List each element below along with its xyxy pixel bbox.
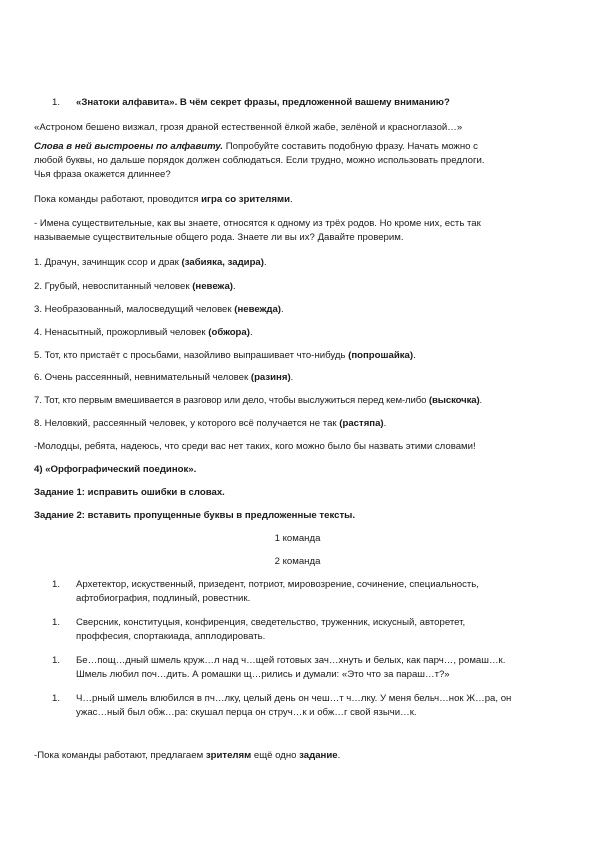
- list-number: 1.: [52, 655, 61, 666]
- final-task: задание: [299, 750, 338, 761]
- question-answer: (разиня): [250, 372, 291, 383]
- question-item: [34, 371, 293, 386]
- section4-heading: 4) «Орфографический поединок».: [34, 464, 197, 475]
- exercise-line1: Ч…рный шмель влюбился в пч…лку, целый день он чеш…т ч…лку. У меня бельч…нок Ж…ра, он: [76, 693, 512, 704]
- question-text: 4. Ненасытный, прожорливый человек: [34, 327, 209, 338]
- list-number: 1.: [52, 693, 61, 704]
- exercise-line2: проффесия, спортакиада, апплодировать.: [76, 631, 266, 642]
- question-end: .: [479, 395, 483, 406]
- question-answer: (выскочка): [428, 395, 480, 406]
- spectators-paragraph: [34, 193, 293, 208]
- alphabet-answer: Слова в ней выстроены по алфавиту.: [34, 141, 224, 152]
- exercise-line2: афтобиография, подлиный, ровестник.: [76, 593, 251, 604]
- quote-phrase: «Астроном бешено визжал, грозя драной естественной ёлкой жабе, зелёной и красноглазой…»: [34, 122, 463, 133]
- question-text: 1. Драчун, зачинщик ссор и драк: [34, 257, 182, 268]
- question-end: .: [383, 418, 387, 429]
- question-text: 2. Грубый, невоспитанный человек: [34, 281, 193, 292]
- question-text: 8. Неловкий, рассеянный человек, у которого всё получается не так: [34, 418, 340, 429]
- question-text: 7. Тот, кто первым вмешивается в разговор или дело, чтобы выслужиться перед кем-либо: [34, 395, 429, 406]
- alphabet-instruction: Попробуйте составить подобную фразу. Начать можно с: [223, 141, 478, 152]
- question-end: .: [249, 327, 253, 338]
- question-item: [34, 256, 267, 271]
- question-item: [34, 280, 236, 295]
- question-answer: (невежа): [192, 281, 233, 292]
- spectators-end: .: [289, 194, 293, 205]
- alphabet-paragraph-line1: [34, 140, 478, 155]
- spectators-text: Пока команды работают, проводится: [34, 194, 202, 205]
- question-answer: (забияка, задира): [181, 257, 264, 268]
- question-text: 6. Очень рассеянный, невнимательный человек: [34, 372, 251, 383]
- question-end: .: [263, 257, 267, 268]
- list-number: 1.: [52, 579, 61, 590]
- team2-label: 2 команда: [274, 556, 321, 567]
- list-number: 1.: [52, 97, 61, 108]
- exercise-line2: Шмель любил поч…дить. А ромашки щ…рились и думали: «Это что за параш…т?»: [76, 669, 450, 680]
- alphabet-paragraph-line2: любой буквы, но дальше порядок должен соблюдаться. Если трудно, можно использовать предлоги.: [34, 155, 485, 166]
- final-text-mid: ещё одно: [251, 750, 300, 761]
- question-end: .: [290, 372, 294, 383]
- team1-label: 1 команда: [274, 533, 321, 544]
- question-answer: (попрошайка): [348, 350, 414, 361]
- section-heading: «Знатоки алфавита». В чём секрет фразы, предложенной вашему вниманию?: [76, 97, 450, 108]
- exercise-line1: Бе…пощ…дный шмель круж…л над ч…щей готовых зач…хнуть и белых, как парч…, ромаш…к.: [76, 655, 506, 666]
- intro-line2: называемые существительные общего рода. Знаете ли вы их? Давайте проверим.: [34, 232, 404, 243]
- exercise-line1: Архетектор, искуственный, призедент, потриот, мировозрение, сочинение, специальность,: [76, 579, 479, 590]
- question-end: .: [233, 281, 236, 292]
- question-answer: (растяпа): [339, 418, 384, 429]
- question-item: [34, 417, 386, 432]
- question-item: [34, 303, 284, 318]
- question-answer: (обжора): [208, 327, 250, 338]
- exercise-line1: Сверсник, конституцыя, конфиренция, сведетельство, труженник, искусный, авторетет,: [76, 617, 466, 628]
- conclusion: -Молодцы, ребята, надеюсь, что среди вас нет таких, кого можно было бы назвать этими словами!: [34, 441, 476, 452]
- final-paragraph: [34, 749, 340, 764]
- final-text: -Пока команды работают, предлагаем: [34, 750, 206, 761]
- question-answer: (невежда): [234, 304, 281, 315]
- question-text: 3. Необразованный, малосведущий человек: [34, 304, 235, 315]
- question-item: [34, 326, 253, 341]
- task2: Задание 2: вставить пропущенные буквы в предложенные тексты.: [34, 510, 356, 521]
- question-item: [34, 394, 482, 409]
- question-end: .: [281, 304, 284, 315]
- question-item: [34, 349, 416, 364]
- spectators-game: игра со зрителями: [201, 194, 290, 205]
- exercise-line2: ужас…ный был обж…ра: скушал перца он струч…к и обж…г свой язычи…к.: [76, 707, 417, 718]
- final-end: .: [337, 750, 341, 761]
- question-end: .: [413, 350, 416, 361]
- intro-line1: - Имена существительные, как вы знаете, относятся к одному из трёх родов. Но кроме них, есть так: [34, 218, 481, 229]
- question-text: 5. Тот, кто пристаёт с просьбами, назойливо выпрашивает что-нибудь: [34, 350, 349, 361]
- task1: Задание 1: исправить ошибки в словах.: [34, 487, 225, 498]
- alphabet-paragraph-line3: Чья фраза окажется длиннее?: [34, 169, 171, 180]
- final-spectators: зрителям: [205, 750, 252, 761]
- list-number: 1.: [52, 617, 61, 628]
